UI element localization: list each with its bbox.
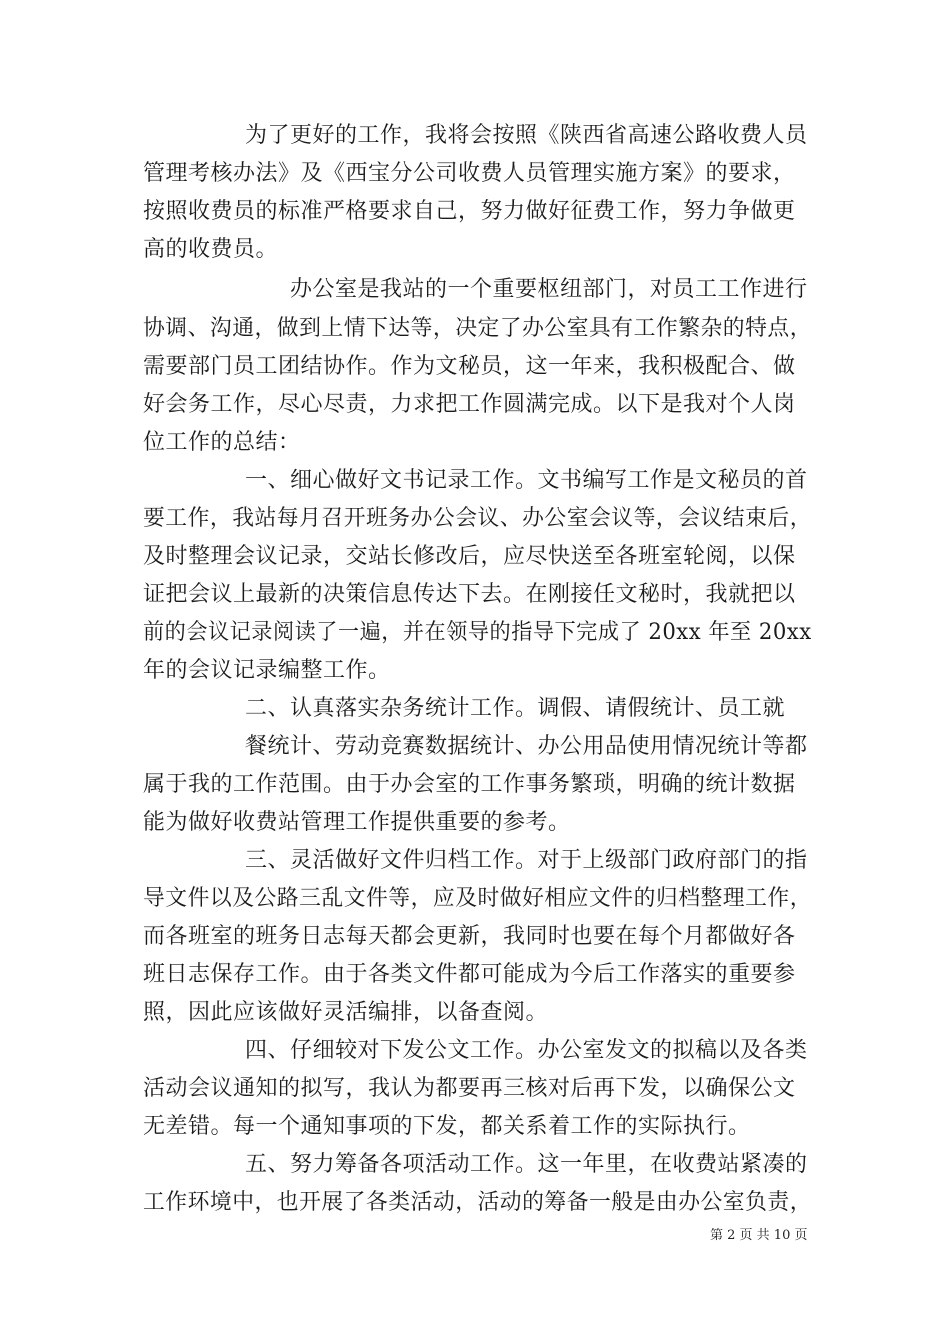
text-line: 办公室是我站的一个重要枢纽部门，对员工工作进行	[290, 277, 808, 302]
text-line: 能为做好收费站管理工作提供重要的参考。	[143, 810, 571, 835]
text-line: 年的会议记录编整工作。	[143, 658, 391, 683]
text-line: 及时整理会议记录，交站长修改后，应尽快送至各班室轮阅，以保	[143, 544, 796, 569]
text-line: 管理考核办法》及《西宝分公司收费人员管理实施方案》的要求，	[143, 161, 796, 186]
text-line: 而各班室的班务日志每天都会更新，我同时也要在每个月都做好各	[143, 924, 796, 949]
text-line: 协调、沟通，做到上情下达等，决定了办公室具有工作繁杂的特点，	[143, 316, 813, 341]
text-line: 好会务工作，尽心尽责，力求把工作圆满完成。以下是我对个人岗	[143, 392, 796, 417]
text-line: 位工作的总结：	[143, 430, 301, 455]
text-line: 餐统计、劳动竞赛数据统计、办公用品使用情况统计等都	[245, 734, 808, 759]
text-line: 四、仔细较对下发公文工作。办公室发文的拟稿以及各类	[245, 1038, 808, 1063]
text-line: 活动会议通知的拟写，我认为都要再三核对后再下发，以确保公文	[143, 1076, 796, 1101]
text-line: 三、灵活做好文件归档工作。对于上级部门政府部门的指	[245, 848, 808, 873]
text-line: 按照收费员的标准严格要求自己，努力做好征费工作，努力争做更	[143, 199, 796, 224]
text-line: 前的会议记录阅读了一遍，并在领导的指导下完成了 20xx 年至 20xx	[143, 620, 812, 645]
text-line: 属于我的工作范围。由于办会室的工作事务繁琐，明确的统计数据	[143, 772, 796, 797]
text-line: 要工作，我站每月召开班务办公会议、办公室会议等，会议结束后，	[143, 506, 813, 531]
text-line: 为了更好的工作，我将会按照《陕西省高速公路收费人员	[245, 123, 808, 148]
text-line: 工作环境中，也开展了各类活动，活动的筹备一般是由办公室负责，	[143, 1190, 813, 1215]
page-number: 第 2 页 共 10 页	[710, 1228, 808, 1243]
text-line: 班日志保存工作。由于各类文件都可能成为今后工作落实的重要参	[143, 962, 796, 987]
text-line: 一、细心做好文书记录工作。文书编写工作是文秘员的首	[245, 468, 808, 493]
text-line: 需要部门员工团结协作。作为文秘员，这一年来，我积极配合、做	[143, 354, 796, 379]
text-line: 无差错。每一个通知事项的下发，都关系着工作的实际执行。	[143, 1114, 751, 1139]
text-line: 五、努力筹备各项活动工作。这一年里，在收费站紧凑的	[245, 1152, 808, 1177]
text-line: 照，因此应该做好灵活编排，以备查阅。	[143, 1000, 549, 1025]
text-line: 导文件以及公路三乱文件等，应及时做好相应文件的归档整理工作，	[143, 886, 813, 911]
text-line: 证把会议上最新的决策信息传达下去。在刚接任文秘时，我就把以	[143, 582, 796, 607]
text-line: 二、认真落实杂务统计工作。调假、请假统计、员工就	[245, 696, 786, 721]
text-line: 高的收费员。	[143, 237, 279, 262]
